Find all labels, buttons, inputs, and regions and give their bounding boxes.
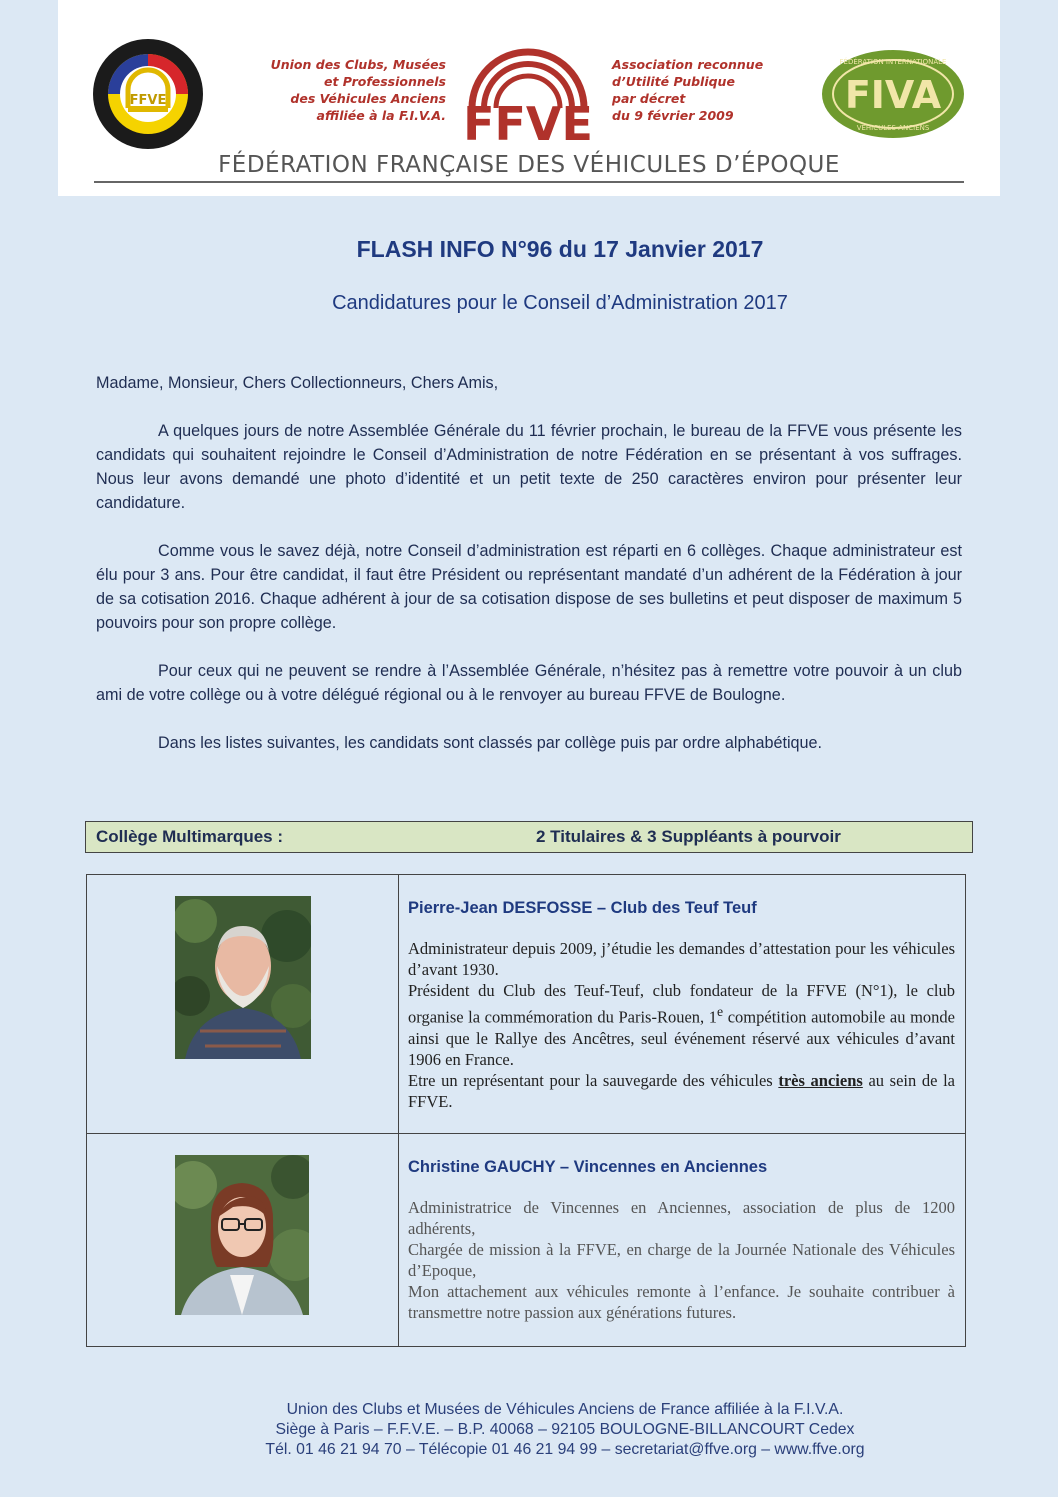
candidate-photo — [175, 896, 311, 1059]
candidate-desc-fragment: Président du Club des Teuf-Teuf, club fondateur de la FFVE (N°1), le club organise la commémoration du Paris-Rouen, 1 — [408, 981, 955, 1027]
candidate-name: Christine GAUCHY – Vincennes en Anciennes — [408, 1158, 768, 1176]
candidates-table — [86, 874, 966, 1347]
seal-inner-letters: FFVE — [129, 93, 167, 108]
footer-line: Siège à Paris – F.F.V.E. – B.P. 40068 – 92105 BOULOGNE-BILLANCOURT Cedex — [275, 1421, 855, 1438]
fiva-bottom-text: VÉHICULES ANCIENS — [856, 124, 930, 132]
candidate-text-cell — [399, 875, 965, 1133]
assoc-line: par décret — [612, 91, 686, 106]
candidate-name: Pierre-Jean DESFOSSE – Club des Teuf Teuf — [408, 899, 757, 917]
salutation: Madame, Monsieur, Chers Collectionneurs, Chers Amis, — [96, 374, 499, 392]
candidate-desc-emphasis: très anciens — [778, 1070, 863, 1090]
union-line: des Véhicules Anciens — [290, 91, 446, 106]
candidate-description — [408, 938, 955, 1112]
candidate-desc-fragment: Etre un représentant pour la sauvegarde des véhicules — [408, 1070, 779, 1090]
page-title: FLASH INFO N°96 du 17 Janvier 2017 — [356, 236, 764, 262]
candidate-row — [87, 875, 965, 1133]
header-banner — [58, 0, 1000, 196]
candidate-photo-cell — [87, 875, 399, 1133]
assoc-line: Association reconnue — [612, 57, 764, 72]
candidate-desc-line: Administrateur depuis 2009, j’étudie les demandes d’attestation pour les véhicules d’avant 1930. — [408, 939, 955, 979]
fiva-logo-letters: FIVA — [844, 73, 942, 117]
paragraph-2: Comme vous le savez déjà, notre Conseil d’administration est réparti en 6 collèges. Chaque administrateur est élu pour 3 ans. Pour être candidat, il faut être Président ou représentant mandaté d’un adhérent de la Fédération à jour de sa cotisation 2016. Chaque adhérent à jour de sa cotisation dispose de ses bulletins et peut disposer de maximum 5 pouvoirs pour son propre collège. — [96, 542, 962, 632]
college-seats: 2 Titulaires & 3 Suppléants à pourvoir — [536, 827, 841, 846]
candidate-photo — [175, 1155, 309, 1315]
candidate-desc-line — [408, 980, 955, 1070]
assoc-text — [612, 56, 812, 124]
fiva-top-text: FÉDÉRATION INTERNATIONALE — [839, 58, 947, 66]
ffve-logo-letters: FFVE — [463, 97, 593, 144]
banner-divider — [94, 181, 964, 183]
footer — [0, 1400, 1058, 1460]
candidate-desc-line: Administratrice de Vincennes en Anciennes, association de plus de 1200 adhérents, — [408, 1198, 955, 1238]
union-line: et Professionnels — [323, 74, 446, 89]
candidate-desc-line: Chargée de mission à la FFVE, en charge de la Journée Nationale des Véhicules d’Epoque, — [408, 1240, 955, 1280]
page-subtitle: Candidatures pour le Conseil d’Administration 2017 — [332, 292, 788, 314]
paragraph-1: A quelques jours de notre Assemblée Générale du 11 février prochain, le bureau de la FFVE vous présente les candidats qui souhaitent rejoindre le Conseil d’Administration de notre Fédération en se présentant à vos suffrages. Nous leur avons demandé une photo d’identité et un petit texte de 250 caractères environ pour présenter leur candidature. — [96, 422, 962, 512]
assoc-line: d’Utilité Publique — [612, 74, 735, 89]
candidate-desc-superscript: e — [717, 1004, 724, 1019]
union-line: affiliée à la F.I.V.A. — [316, 108, 446, 123]
candidate-row — [87, 1133, 965, 1346]
union-line: Union des Clubs, Musées — [270, 57, 446, 72]
candidate-desc-fragment: au sein de la FFVE. — [408, 1070, 955, 1111]
candidate-text-cell — [399, 1134, 965, 1346]
paragraph-3: Pour ceux qui ne peuvent se rendre à l’Assemblée Générale, n’hésitez pas à remettre votre pouvoir à un club ami de votre collège ou à votre délégué régional ou à le renvoyer au bureau FFVE de Boulogne. — [96, 662, 962, 704]
candidate-desc-fragment: compétition automobile au monde ainsi que le Rallye des Ancêtres, seul événement réservé aux véhicules d’avant 1906 en France. — [408, 1007, 955, 1069]
ffve-seal-logo — [92, 38, 204, 150]
candidate-description — [408, 1197, 955, 1323]
paragraph-4: Dans les listes suivantes, les candidats sont classés par collège puis par ordre alphabétique. — [158, 734, 823, 752]
footer-line: Tél. 01 46 21 94 70 – Télécopie 01 46 21 94 99 – secretariat@ffve.org – www.ffve.org — [265, 1441, 865, 1458]
assoc-line: du 9 février 2009 — [612, 108, 734, 123]
candidate-desc-line — [408, 1070, 955, 1112]
candidate-photo-cell — [87, 1134, 399, 1346]
banner-title: FÉDÉRATION FRANÇAISE DES VÉHICULES D’ÉPOQUE — [218, 152, 840, 178]
footer-line: Union des Clubs et Musées de Véhicules Anciens de France affiliée à la F.I.V.A. — [286, 1401, 844, 1418]
union-text — [240, 56, 446, 124]
college-name: Collège Multimarques : — [96, 827, 284, 846]
ffve-main-logo — [458, 34, 598, 144]
college-header — [85, 821, 973, 853]
candidate-desc-line: Mon attachement aux véhicules remonte à l’enfance. Je souhaite contribuer à transmettre notre passion aux générations futures. — [408, 1282, 955, 1322]
body-text — [96, 371, 962, 779]
fiva-logo — [820, 48, 966, 140]
